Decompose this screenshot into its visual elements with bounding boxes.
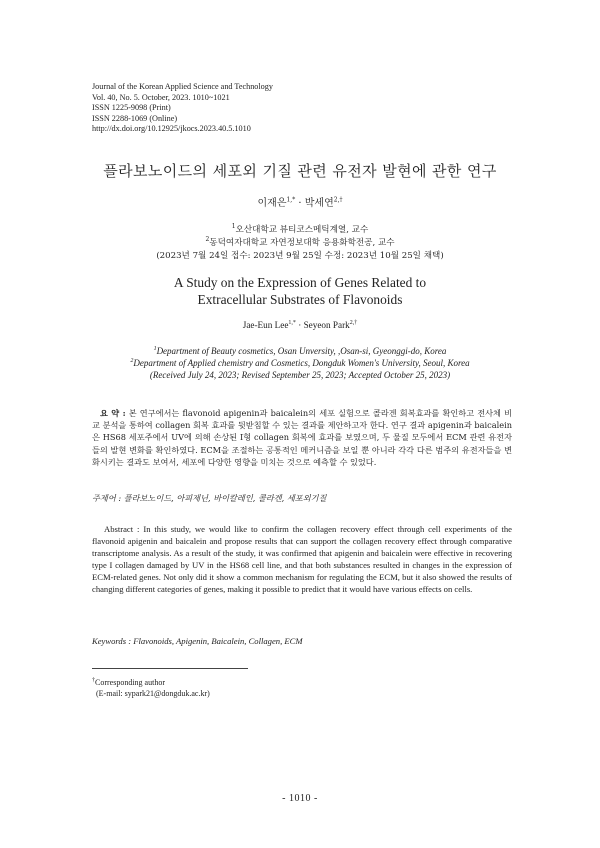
english-abstract-text: In this study, we would like to confirm the collagen recovery effect through cell experiments of the flavonoid apigenin and baicalein and propose results that can support the collagen recovery effect through comparative transcriptome analysis. As a result of the study, it was confirmed that apigenin and baicalein were effective in recovering type I collagen damaged by UV in the HS68 cell line, and that both substances resulted in changes in the expression of ECM-related genes. Not only did it show a common mechanism for regulating the ECM, but it also showed the results of changing different categories of genes, making it possible to predict that it would have various effects on cells. [92, 524, 512, 595]
journal-name: Journal of the Korean Applied Science and Technology [92, 82, 273, 91]
korean-keywords: 주제어 : 플라보노이드, 아피제닌, 바이칼레인, 콜라겐, 세포외기질 [92, 493, 327, 503]
affiliation-ko-2-text: 동덕여자대학교 자연정보대학 응용화학전공, 교수 [209, 238, 395, 248]
korean-abstract [92, 407, 512, 468]
author-2-name-en: Seyeon Park [303, 320, 350, 330]
footnote-divider [92, 668, 248, 669]
dates-en: (Received July 24, 2023; Revised September 25, 2023; Accepted October 25, 2023) [149, 370, 451, 380]
affiliation-ko-2 [0, 237, 600, 250]
korean-title: 플라보노이드의 세포외 기질 관련 유전자 발현에 관한 연구 [103, 162, 497, 180]
affiliation-ko-1-sup: 1 [231, 223, 236, 231]
korean-affiliations [0, 224, 600, 263]
author-2-sup-en: 2,† [349, 319, 358, 326]
english-abstract [92, 523, 512, 596]
journal-issn-print: ISSN 1225-9098 (Print) [92, 103, 171, 113]
english-affiliations [0, 345, 600, 381]
affiliation-en-2-sup: 2 [130, 358, 134, 364]
journal-volume: Vol. 40, No. 5. October, 2023. 1010~1021 [92, 92, 230, 102]
affiliation-ko-2-sup: 2 [205, 236, 210, 244]
english-title-line-1: A Study on the Expression of Genes Related to [173, 275, 427, 290]
author-1-sup-ko: 1,* [286, 196, 296, 204]
author-2-name-ko: 박세연 [304, 198, 334, 209]
journal-doi: http://dx.doi.org/10.12925/jkocs.2023.40.5.1010 [92, 124, 251, 134]
author-2-sup-ko: 2,† [333, 196, 343, 204]
korean-abstract-text: 본 연구에서는 flavonoid apigenin과 baicalein의 세포 실험으로 콜라겐 회복효과를 확인하고 전사체 비교 분석을 통하여 collagen 회복 효과를 뒷받침할 수 있는 결과를 제안하고자 한다. 연구 결과 apigenin과 baicalein은 HS68 세포주에서 UV에 의해 손상된 I형 collagen 회복에 효과를 보였으며, 두 물질 모두에서 ECM 관련 유전자들의 발현 변화를 확인하였다. ECM을 조절하는 공통적인 메커니즘을 보일 뿐 아니라 각각 다른 범주의 유전자들을 변화시키는 결과도 보여서, 세포에 다양한 영향을 미치는 것으로 예측할 수 있었다. [92, 408, 512, 467]
english-title [0, 274, 600, 308]
affiliation-en-2 [0, 357, 600, 369]
dagger-mark: † [92, 677, 95, 684]
page-number: - 1010 - [282, 793, 318, 804]
dates-ko: (2023년 7월 24일 접수: 2023년 9월 25일 수정: 2023년 10월 25일 채택) [156, 251, 444, 261]
english-title-line-2: Extracellular Substrates of Flavonoids [197, 292, 403, 307]
footnote [92, 677, 210, 699]
author-separator-ko: · [295, 198, 305, 209]
affiliation-en-1 [0, 345, 600, 357]
korean-abstract-label: 요 약 : [100, 408, 126, 418]
english-keywords: Keywords : Flavonoids, Apigenin, Baicalein, Collagen, ECM [92, 636, 303, 646]
corresponding-author-label: Corresponding author [95, 678, 165, 687]
author-1-name-ko: 이재은 [257, 198, 287, 209]
author-1-name-en: Jae-Eun Lee [242, 320, 289, 330]
author-separator-en: · [295, 320, 304, 330]
affiliation-en-1-sup: 1 [153, 346, 157, 352]
affiliation-ko-1 [0, 224, 600, 237]
english-authors [0, 320, 600, 330]
journal-issn-online: ISSN 2288-1069 (Online) [92, 113, 178, 123]
corresponding-author-note [92, 677, 210, 688]
affiliation-en-1-text: Department of Beauty cosmetics, Osan Unversity, ,Osan-si, Gyeonggi-do, Korea [156, 346, 447, 356]
korean-authors [0, 194, 600, 209]
journal-header [92, 82, 273, 135]
author-1-sup-en: 1,* [288, 319, 296, 326]
affiliation-ko-1-text: 오산대학교 뷰티코스메틱계열, 교수 [235, 225, 369, 235]
corresponding-author-email: (E-mail: sypark21@dongduk.ac.kr) [96, 689, 210, 698]
affiliation-en-2-text: Department of Applied chemistry and Cosmetics, Dongduk Women's University, Seoul, Korea [133, 358, 470, 368]
english-abstract-label: Abstract : [104, 524, 140, 534]
